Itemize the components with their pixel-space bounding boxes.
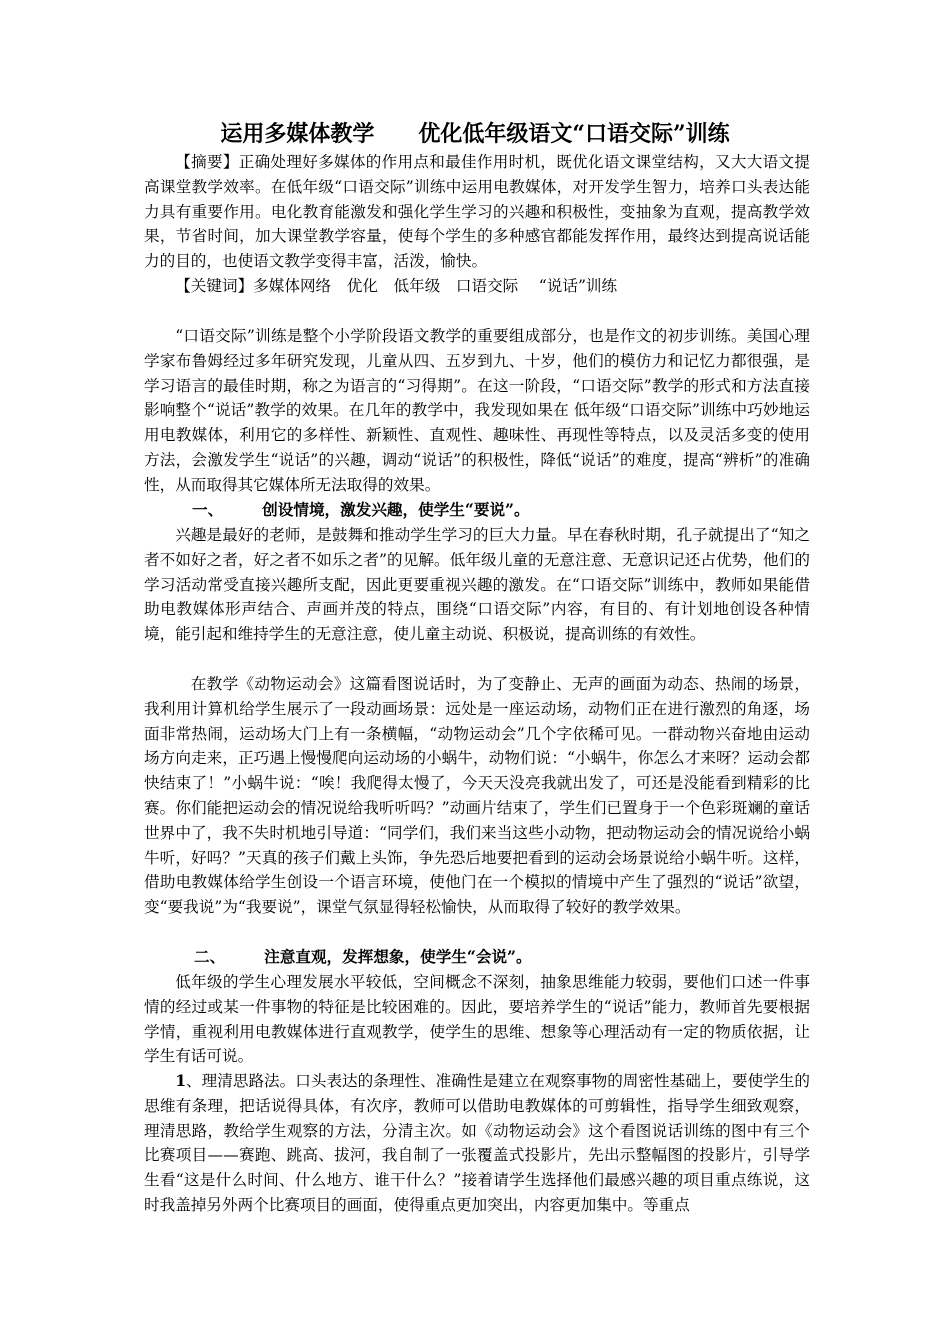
section1-paragraph-2: 在教学《动物运动会》这篇看图说话时，为了变静止、无声的画面为动态、热闹的场景，我利用计算机给学生展示了一段动画场景：远处是一座运动场，动物们正在进行激烈的角逐，场面非常热闹，运动场大门上有一条横幅，“动物运动会”几个字依稀可见。一群动物兴奋地由运动场方向走来，正巧遇上慢慢爬向运动场的小蜗牛，动物们说：“小蜗牛，你怎么才来呀？运动会都快结束了！”小蜗牛说：“唉！我爬得太慢了，今天天没亮我就出发了，可还是没能看到精彩的比赛。你们能把运动会的情况说给我听听吗？”动画片结束了，学生们已置身于一个色彩斑斓的童话世界中了，我不失时机地引导道：“同学们，我们来当这些小动物，把动物运动会的情况说给小蜗牛听，好吗？”天真的孩子们戴上头饰，争先恐后地要把看到的运动会场景说给小蜗牛听。这样，借助电教媒体给学生创设一个语言环境，使他门在一个模拟的情境中产生了强烈的“说话”欲望，变“要我说”为“我要说”，课堂气氛显得轻松愉快，从而取得了较好的教学效果。	[144, 675, 810, 917]
method-text: 、理清思路法。口头表达的条理性、准确性是建立在观察事物的周密性基础上，要使学生的思维有条理，把话说得具体，有次序，教师可以借助电教媒体的可剪辑性，指导学生细致观察，理清思路，教给学生观察的方法，分清主次。如《动物运动会》这个看图说话训练的图中有三个比赛项目——赛跑、跳高、拔河，我自制了一张覆盖式投影片，先出示整幅图的投影片，引导学生看“这是什么时间、什么地方、谁干什么？”接着请学生选择他们最感兴趣的项目重点练说，这时我盖掉另外两个比赛项目的画面，使得重点更加突出，内容更加集中。等重点	[144, 1072, 810, 1214]
section2-paragraph-2	[144, 1069, 810, 1218]
section-heading-2: 二、 注意直观，发挥想象，使学生“会说”。	[194, 947, 532, 966]
document-title: 运用多媒体教学 优化低年级语文“口语交际”训练	[220, 121, 730, 147]
section-heading-1: 一、 创设情境，激发兴趣，使学生“要说”。	[192, 500, 530, 519]
method-number: 1	[175, 1071, 187, 1090]
abstract-paragraph: 【摘要】正确处理好多媒体的作用点和最佳作用时机，既优化语文课堂结构，又大大语文提高课堂教学效率。在低年级“口语交际”训练中运用电教媒体，对开发学生智力，培养口头表达能力具有重要作用。电化教育能激发和强化学生学习的兴趣和积极性，变抽象为直观，提高教学效果，节省时间，加大课堂教学容量，使每个学生的多种感官都能发挥作用，最终达到提高说话能力的目的，也使语文教学变得丰富，活泼，愉快。	[144, 153, 810, 271]
intro-paragraph: “口语交际”训练是整个小学阶段语文教学的重要组成部分，也是作文的初步训练。美国心理学家布鲁姆经过多年研究发现，儿童从四、五岁到九、十岁，他们的模仿力和记忆力都很强，是学习语言的最佳时期，称之为语言的“习得期”。在这一阶段，“口语交际”教学的形式和方法直接影响整个“说话”教学的效果。在几年的教学中，我发现如果在 低年级“口语交际”训练中巧妙地运用电教媒体，利用它的多样性、新颖性、直观性、趣味性、再现性等特点，以及灵活多变的使用方法，会激发学生“说话”的兴趣，调动“说话”的积极性，降低“说话”的难度，提高“辨析”的准确性，从而取得其它媒体所无法取得的效果。	[144, 327, 810, 494]
section2-paragraph-1: 低年级的学生心理发展水平较低，空间概念不深刻，抽象思维能力较弱，要他们口述一件事情的经过或某一件事物的特征是比较困难的。因此，要培养学生的“说话”能力，教师首先要根据学情，重视利用电教媒体进行直观教学，使学生的思维、想象等心理活动有一定的物质依据，让学生有话可说。	[144, 973, 810, 1066]
keywords-line: 【关键词】多媒体网络 优化 低年级 口语交际 “说话”训练	[175, 277, 618, 295]
section1-paragraph-1: 兴趣是最好的老师，是鼓舞和推动学生学习的巨大力量。早在春秋时期，孔子就提出了“知之者不如好之者，好之者不如乐之者”的见解。低年级儿童的无意注意、无意识记还占优势，他们的学习活动常受直接兴趣所支配，因此更要重视兴趣的激发。在“口语交际”训练中，教师如果能借助电教媒体形声结合、声画并茂的特点，围绕“口语交际”内容，有目的、有计划地创设各种情境，能引起和维持学生的无意注意，使儿童主动说、积极说，提高训练的有效性。	[144, 526, 810, 644]
